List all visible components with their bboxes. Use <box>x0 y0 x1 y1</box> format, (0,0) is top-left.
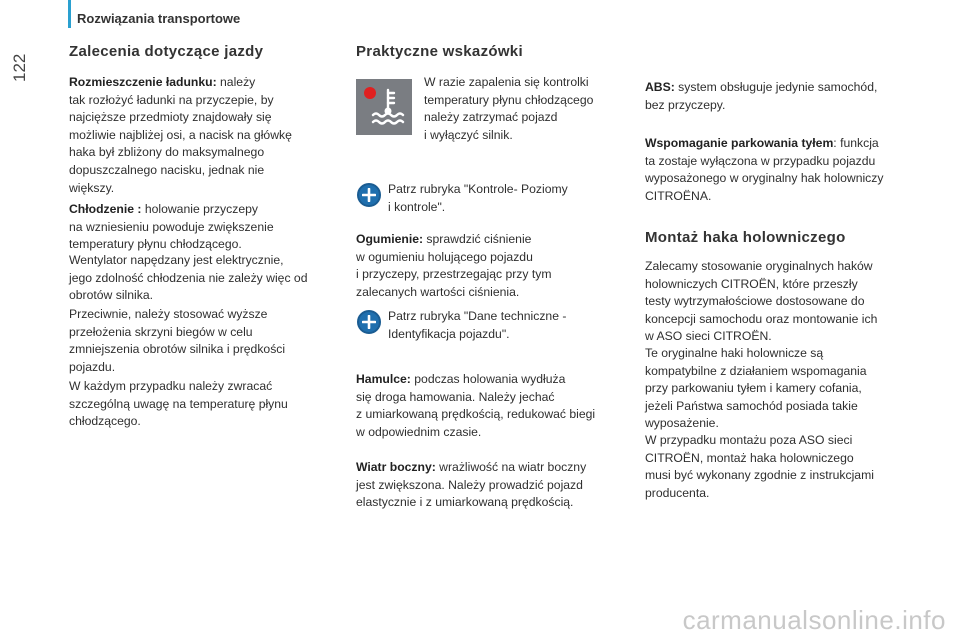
load-text-start: należy <box>216 75 256 89</box>
wind-line: elastycznie i z umiarkowaną prędkością. <box>356 495 574 510</box>
towbar-paragraph-2 <box>645 345 925 433</box>
brakes-line: z umiarkowaną prędkością, redukować biegi <box>356 407 596 422</box>
cooling-line: na wzniesieniu powoduje zwiększenie <box>69 219 274 234</box>
fan-paragraph <box>69 252 344 305</box>
warning-line: temperatury płynu chłodzącego <box>424 92 594 107</box>
section-title: Rozwiązania transportowe <box>77 11 241 26</box>
wind-label: Wiatr boczny: <box>356 460 436 474</box>
plus-reference-icon <box>357 183 381 207</box>
brakes-text-start: podczas holowania wydłuża <box>410 372 566 386</box>
parking-paragraph <box>645 135 925 205</box>
abs-paragraph <box>645 79 920 114</box>
wind-text-start: wrażliwość na wiatr boczny <box>435 460 587 474</box>
towbar-line: musi być wykonany zgodnie z instrukcjami <box>645 468 874 483</box>
attention-paragraph <box>69 378 344 431</box>
towbar-line: holowniczych CITROËN, które przeszły <box>645 276 858 291</box>
abs-line: bez przyczepy. <box>645 97 726 112</box>
tyres-text-start: sprawdzić ciśnienie <box>423 232 532 246</box>
reference-line: Identyfikacja pojazdu". <box>388 326 510 341</box>
brakes-line: się droga hamowania. Należy jechać <box>356 389 555 404</box>
gear-paragraph <box>69 306 344 376</box>
section-accent-bar <box>68 0 71 28</box>
fan-line: jego zdolność chłodzenia nie zależy więc od <box>69 270 308 285</box>
warning-line: i wyłączyć silnik. <box>424 127 513 142</box>
load-line: możliwie najbliżej osi, a nacisk na główkę <box>69 127 292 142</box>
page-number: 122 <box>10 53 29 82</box>
load-paragraph <box>69 74 344 197</box>
load-line: haka był zbliżony do maksymalnego <box>69 145 265 160</box>
towbar-line: W przypadku montażu poza ASO sieci <box>645 433 853 447</box>
tyres-line: zalecanych wartości ciśnienia. <box>356 284 520 299</box>
cooling-label: Chłodzenie : <box>69 202 142 216</box>
brakes-label: Hamulce: <box>356 372 411 386</box>
watermark: carmanualsonline.info <box>682 605 946 635</box>
parking-line: ta zostaje wyłączona w przypadku pojazdu <box>645 153 876 168</box>
cooling-paragraph <box>69 201 344 254</box>
brakes-line: w odpowiednim czasie. <box>356 424 482 439</box>
towbar-line: przy parkowaniu tyłem i kamery cofania, <box>645 381 862 396</box>
attention-line: chłodzącego. <box>69 414 141 429</box>
brakes-paragraph <box>356 371 631 441</box>
attention-line: szczególną uwagę na temperaturę płynu <box>69 396 288 411</box>
towbar-line: testy wytrzymałościowe dostosowane do <box>645 294 865 309</box>
abs-text-start: system obsługuje jedynie samochód, <box>674 80 878 94</box>
warning-line: W razie zapalenia się kontrolki <box>424 75 589 89</box>
parking-label: Wspomaganie parkowania tyłem <box>645 136 834 150</box>
gear-line: zmniejszenia obrotów silnika i prędkości <box>69 342 286 357</box>
cooling-line: temperatury płynu chłodzącego. <box>69 237 242 252</box>
towbar-paragraph-1 <box>645 258 925 346</box>
cooling-text-start: holowanie przyczepy <box>141 202 258 216</box>
reference-controls-text <box>388 181 618 216</box>
reference-technical-text <box>388 308 618 343</box>
towbar-line: CITROËN, montaż haka holowniczego <box>645 450 854 465</box>
attention-line: W każdym przypadku należy zwracać <box>69 379 273 393</box>
towbar-line: Te oryginalne haki holownicze są <box>645 346 824 360</box>
reference-line: Patrz rubryka "Dane techniczne - <box>388 309 567 323</box>
load-line: tak rozłożyć ładunki na przyczepie, by <box>69 92 274 107</box>
towbar-line: jeżeli Państwa samochód posiada takie <box>645 398 858 413</box>
parking-line: wyposażonego w oryginalny hak holowniczy <box>645 171 884 186</box>
wind-line: jest zwiększona. Należy prowadzić pojazd <box>356 477 583 492</box>
load-line: większy. <box>69 180 115 195</box>
middle-column-title: Praktyczne wskazówki <box>356 43 523 60</box>
tyres-label: Ogumienie: <box>356 232 424 246</box>
towbar-line: Zalecamy stosowanie oryginalnych haków <box>645 259 873 273</box>
wind-paragraph <box>356 459 631 512</box>
towbar-line: producenta. <box>645 485 710 500</box>
fan-line: obrotów silnika. <box>69 288 153 303</box>
warning-line: należy zatrzymać pojazd <box>424 110 558 125</box>
towbar-line: kompatybilne z działaniem wspomagania <box>645 363 867 378</box>
gear-line: przełożenia skrzyni biegów w celu <box>69 324 253 339</box>
gear-line: pojazdu. <box>69 359 116 374</box>
parking-text-start: : funkcja <box>833 136 879 150</box>
reference-line: i kontrole". <box>388 199 446 214</box>
tyres-line: i przyczepy, przestrzegając przy tym <box>356 267 552 282</box>
towbar-line: wyposażenie. <box>645 416 719 431</box>
gear-line: Przeciwnie, należy stosować wyższe <box>69 307 268 321</box>
towbar-paragraph-3 <box>645 432 925 502</box>
fan-line: Wentylator napędzany jest elektrycznie, <box>69 253 284 267</box>
tyres-paragraph <box>356 231 626 301</box>
reference-line: Patrz rubryka "Kontrole- Poziomy <box>388 182 568 196</box>
abs-label: ABS: <box>645 80 675 94</box>
tyres-line: w ogumieniu holującego pojazdu <box>356 249 533 264</box>
load-label: Rozmieszczenie ładunku: <box>69 75 217 89</box>
right-column-title: Montaż haka holowniczego <box>645 229 846 246</box>
load-line: najcięższe przedmioty znajdowały się <box>69 110 272 125</box>
left-column-title: Zalecenia dotyczące jazdy <box>69 43 264 60</box>
towbar-line: koncepcji samochodu oraz montowanie ich <box>645 311 878 326</box>
plus-reference-icon <box>357 310 381 334</box>
warning-text <box>424 74 624 144</box>
coolant-temperature-warning-icon <box>356 79 412 135</box>
towbar-line: w ASO sieci CITROËN. <box>645 329 772 344</box>
load-line: dopuszczalnego nacisku, jednak nie <box>69 162 265 177</box>
parking-line: CITROËNA. <box>645 188 712 203</box>
